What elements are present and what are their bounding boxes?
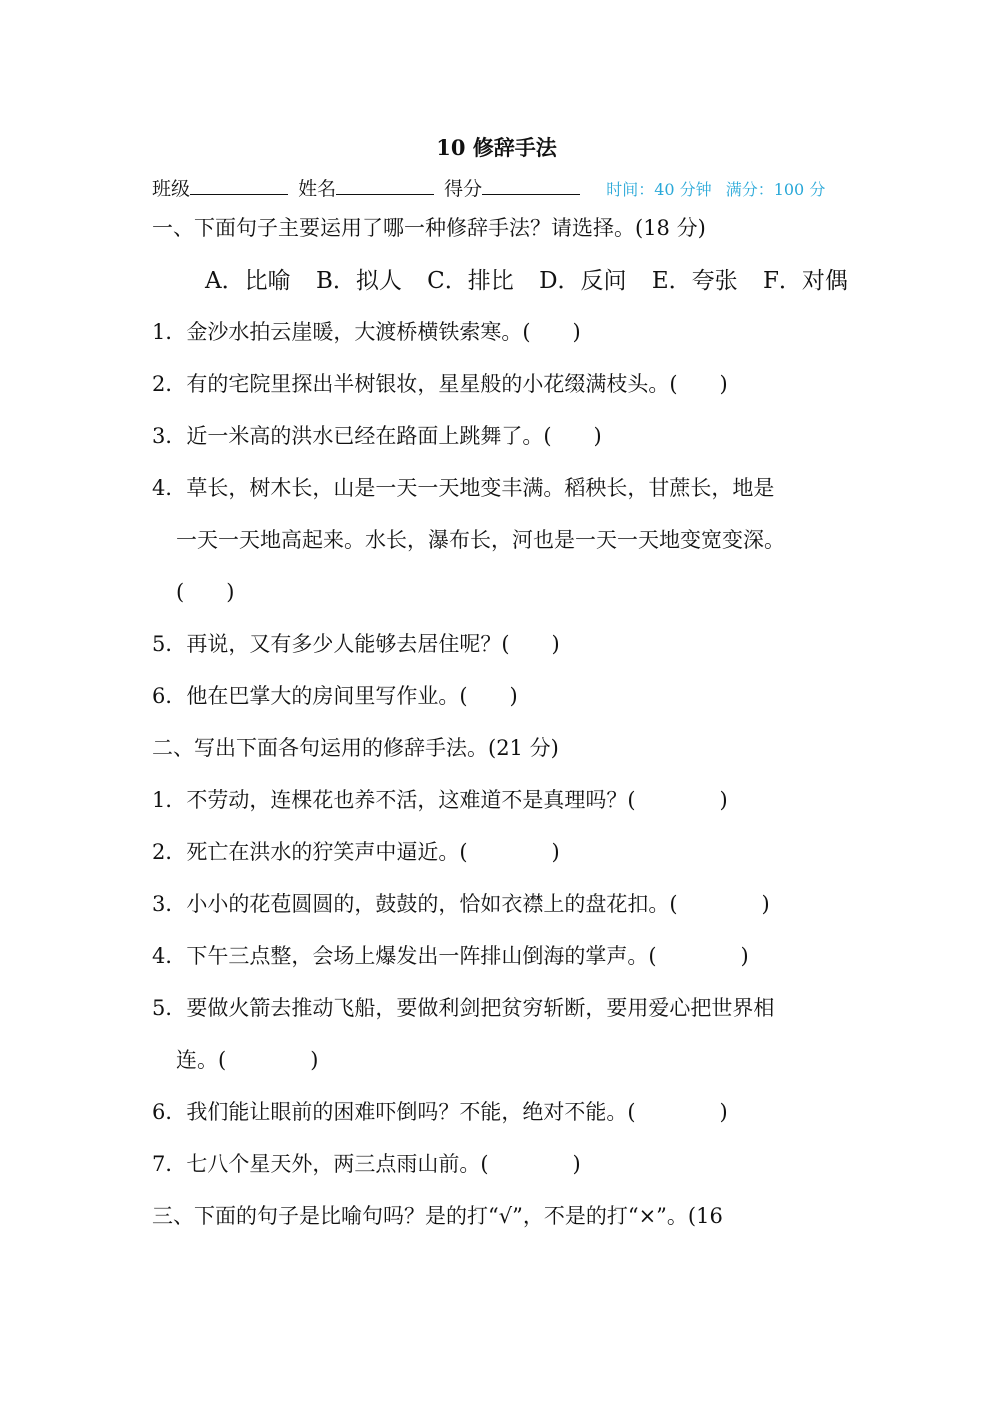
class-blank[interactable] [190,176,288,195]
name-label: 姓名 [298,178,337,200]
question-item: 4．下午三点整，会场上爆发出一阵排山倒海的掌声。( ) [152,944,749,968]
question-item-cont: 连。( ) [176,1048,319,1072]
question-item: 3．小小的花苞圆圆的，鼓鼓的，恰如衣襟上的盘花扣。( ) [152,892,770,916]
section3-heading: 三、下面的句子是比喻句吗？是的打“√”，不是的打“×”。(16 [152,1204,723,1228]
question-item: 2．有的宅院里探出半树银妆，星星般的小花缀满枝头。( ) [152,372,728,396]
score-blank[interactable] [482,176,580,195]
student-info-row [152,174,825,201]
question-item: 1．不劳动，连棵花也养不活，这难道不是真理吗？( ) [152,788,728,812]
question-item: 6．他在巴掌大的房间里写作业。( ) [152,684,518,708]
question-item: 2．死亡在洪水的狞笑声中逼近。( ) [152,840,560,864]
question-item-cont: 一天一天地高起来。水长，瀑布长，河也是一天一天地变宽变深。 [176,528,785,552]
score-label: 得分 [444,178,483,200]
section1-heading: 一、下面句子主要运用了哪一种修辞手法？请选择。(18 分) [152,216,706,240]
question-item: 4．草长，树木长，山是一天一天地变丰满。稻秧长，甘蔗长，地是 [152,476,775,500]
full-score: 满分：100 分 [725,180,826,199]
question-item: 3．近一米高的洪水已经在路面上跳舞了。( ) [152,424,602,448]
class-label: 班级 [152,178,191,200]
question-item: 5．要做火箭去推动飞船，要做利剑把贫穷斩断，要用爱心把世界相 [152,996,775,1020]
question-item: 7．七八个星天外，两三点雨山前。( ) [152,1152,581,1176]
options-row [205,262,848,295]
option-b: B．拟人 [315,268,402,294]
section2-heading: 二、写出下面各句运用的修辞手法。(21 分) [152,736,559,760]
option-a: A．比喻 [205,268,291,294]
name-blank[interactable] [336,176,434,195]
answer-paren: ( ) [176,580,235,604]
option-e: E．夸张 [651,268,738,294]
option-d: D．反问 [539,268,627,294]
option-f: F．对偶 [762,268,848,294]
question-item: 5．再说，又有多少人能够去居住呢？( ) [152,632,560,656]
option-c: C．排比 [427,268,514,294]
page-title: 10 修辞手法 [436,135,557,160]
question-item: 6．我们能让眼前的困难吓倒吗？不能，绝对不能。( ) [152,1100,728,1124]
question-item: 1．金沙水拍云崖暖，大渡桥横铁索寒。( ) [152,320,581,344]
time-limit: 时间：40 分钟 [606,180,712,199]
